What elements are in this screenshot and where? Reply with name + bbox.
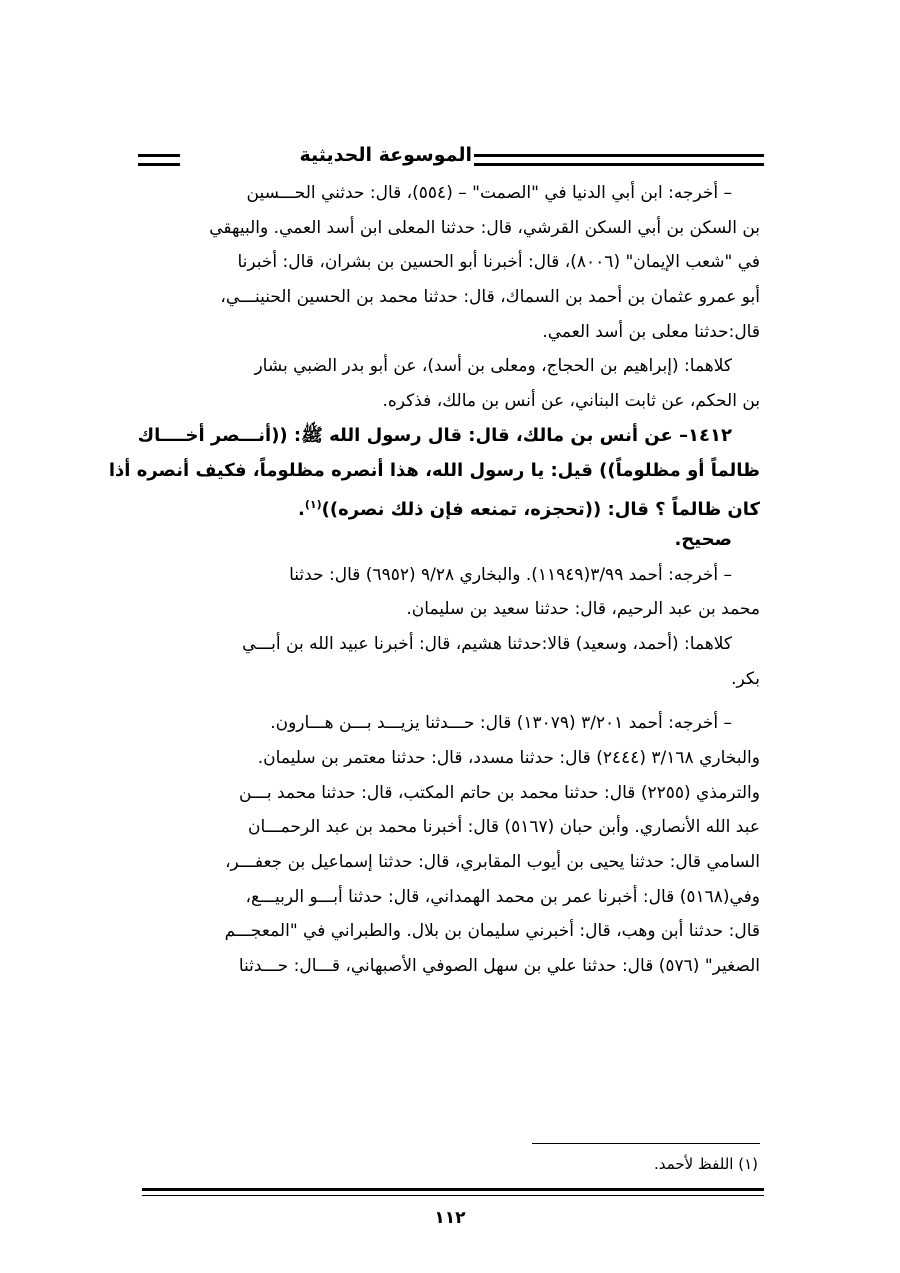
text-line: – أخرجه: أحمد ٣/٢٠١ (١٣٠٧٩) قال: حـــدثنا يزيـــد بـــن هـــارون.: [270, 713, 732, 734]
header-title: الموسوعة الحديثية: [299, 144, 472, 166]
paragraph-takhrij-2: [140, 558, 760, 627]
text-line: كلاهما: (أحمد، وسعيد) قالا:حدثنا هشيم، قال: أخبرنا عبيد الله بن أبـــي: [242, 633, 732, 654]
text-line: بن الحكم، عن ثابت البناني، عن أنس بن مالك، فذكره.: [382, 391, 760, 412]
text-line: عبد الله الأنصاري. وأبن حبان (٥١٦٧) قال: أخبرنا محمد بن عبد الرحمـــان: [248, 817, 760, 838]
hadith-line: ظالماً أو مظلوماً)) قيل: يا رسول الله، هذا أنصره مظلوماً، فكيف أنصره أذا: [108, 459, 760, 481]
header-rule-left: [138, 154, 180, 166]
text-line: بكر.: [731, 668, 760, 689]
text-line: أبو عمرو عثمان بن أحمد بن السماك، قال: حدثنا محمد بن الحسين الحنينـــي،: [220, 287, 760, 308]
page-number: ١١٢: [434, 1208, 466, 1228]
footnote: (١) اللفظ لأحمد.: [654, 1155, 758, 1173]
text-line: السامي قال: حدثنا يحيى بن أيوب المقابري، قال: حدثنا إسماعيل بن جعفـــر،: [225, 852, 760, 873]
footnote-separator: [532, 1143, 760, 1144]
text-line: في "شعب الإيمان" (٨٠٠٦)، قال: أخبرنا أبو الحسين بن بشران، قال: أخبرنا: [237, 252, 760, 273]
text-line: – أخرجه: ابن أبي الدنيا في "الصمت" – (٥٥٤)، قال: حدثني الحـــسين: [246, 183, 732, 203]
text-line: والبخاري ٣/١٦٨ (٢٤٤٤) قال: حدثنا مسدد، قال: حدثنا معتمر بن سليمان.: [257, 748, 760, 768]
footnote-reference: (١): [304, 498, 322, 512]
text-line: كلاهما: (إبراهيم بن الحجاج، ومعلى بن أسد)، عن أبو بدر الضبي بشار: [254, 356, 732, 377]
text-line: – أخرجه: أحمد ٣/٩٩(١١٩٤٩). والبخاري ٩/٢٨ (٦٩٥٢) قال: حدثنا: [289, 564, 732, 585]
hadith-text: [108, 419, 760, 523]
paragraph-kilahuma-1: [140, 349, 760, 418]
paragraph-takhrij-3: [140, 706, 760, 984]
grade-label: صحيح.: [674, 528, 732, 550]
header-rule-right: [474, 154, 764, 166]
hadith-grade: [140, 523, 760, 558]
text-line: قال:حدثنا معلى بن أسد العمي.: [542, 321, 760, 342]
paragraph-takhrij-1: [140, 176, 760, 349]
text-line: والترمذي (٢٢٥٥) قال: حدثنا محمد بن حاتم المكتب، قال: حدثنا محمد بـــن: [238, 782, 760, 803]
hadith-end-mark: .: [298, 499, 305, 521]
text-line: وفي(٥١٦٨) قال: أخبرنا عمر بن محمد الهمداني، قال: حدثنا أبـــو الربيـــع،: [245, 886, 760, 907]
hadith-line-text: كان ظالماً ؟ قال: ((تحجزه، تمنعه فإن ذلك نصره)): [321, 499, 760, 521]
footer-rule: [142, 1188, 764, 1196]
text-line: بن السكن بن أبي السكن القرشي، قال: حدثنا المعلى ابن أسد العمي. والبيهقي: [209, 217, 760, 238]
text-line: محمد بن عبد الرحيم، قال: حدثنا سعيد بن سليمان.: [406, 599, 760, 620]
body-text: [108, 176, 760, 984]
text-line: قال: حدثنا أبن وهب، قال: أخبرني سليمان بن بلال. والطبراني في "المعجـــم: [224, 921, 760, 942]
paragraph-kilahuma-2: [140, 627, 760, 696]
text-line: الصغير" (٥٧٦) قال: حدثنا علي بن سهل الصوفي الأصبهاني، قـــال: حـــدثنا: [238, 956, 760, 977]
page-header: [138, 140, 764, 174]
hadith-line: [140, 488, 760, 523]
hadith-line: ١٤١٢– عن أنس بن مالك، قال: قال رسول الله ﷺ: ((أنـــصر أخــــاك: [137, 424, 732, 446]
spacer: [140, 696, 760, 706]
